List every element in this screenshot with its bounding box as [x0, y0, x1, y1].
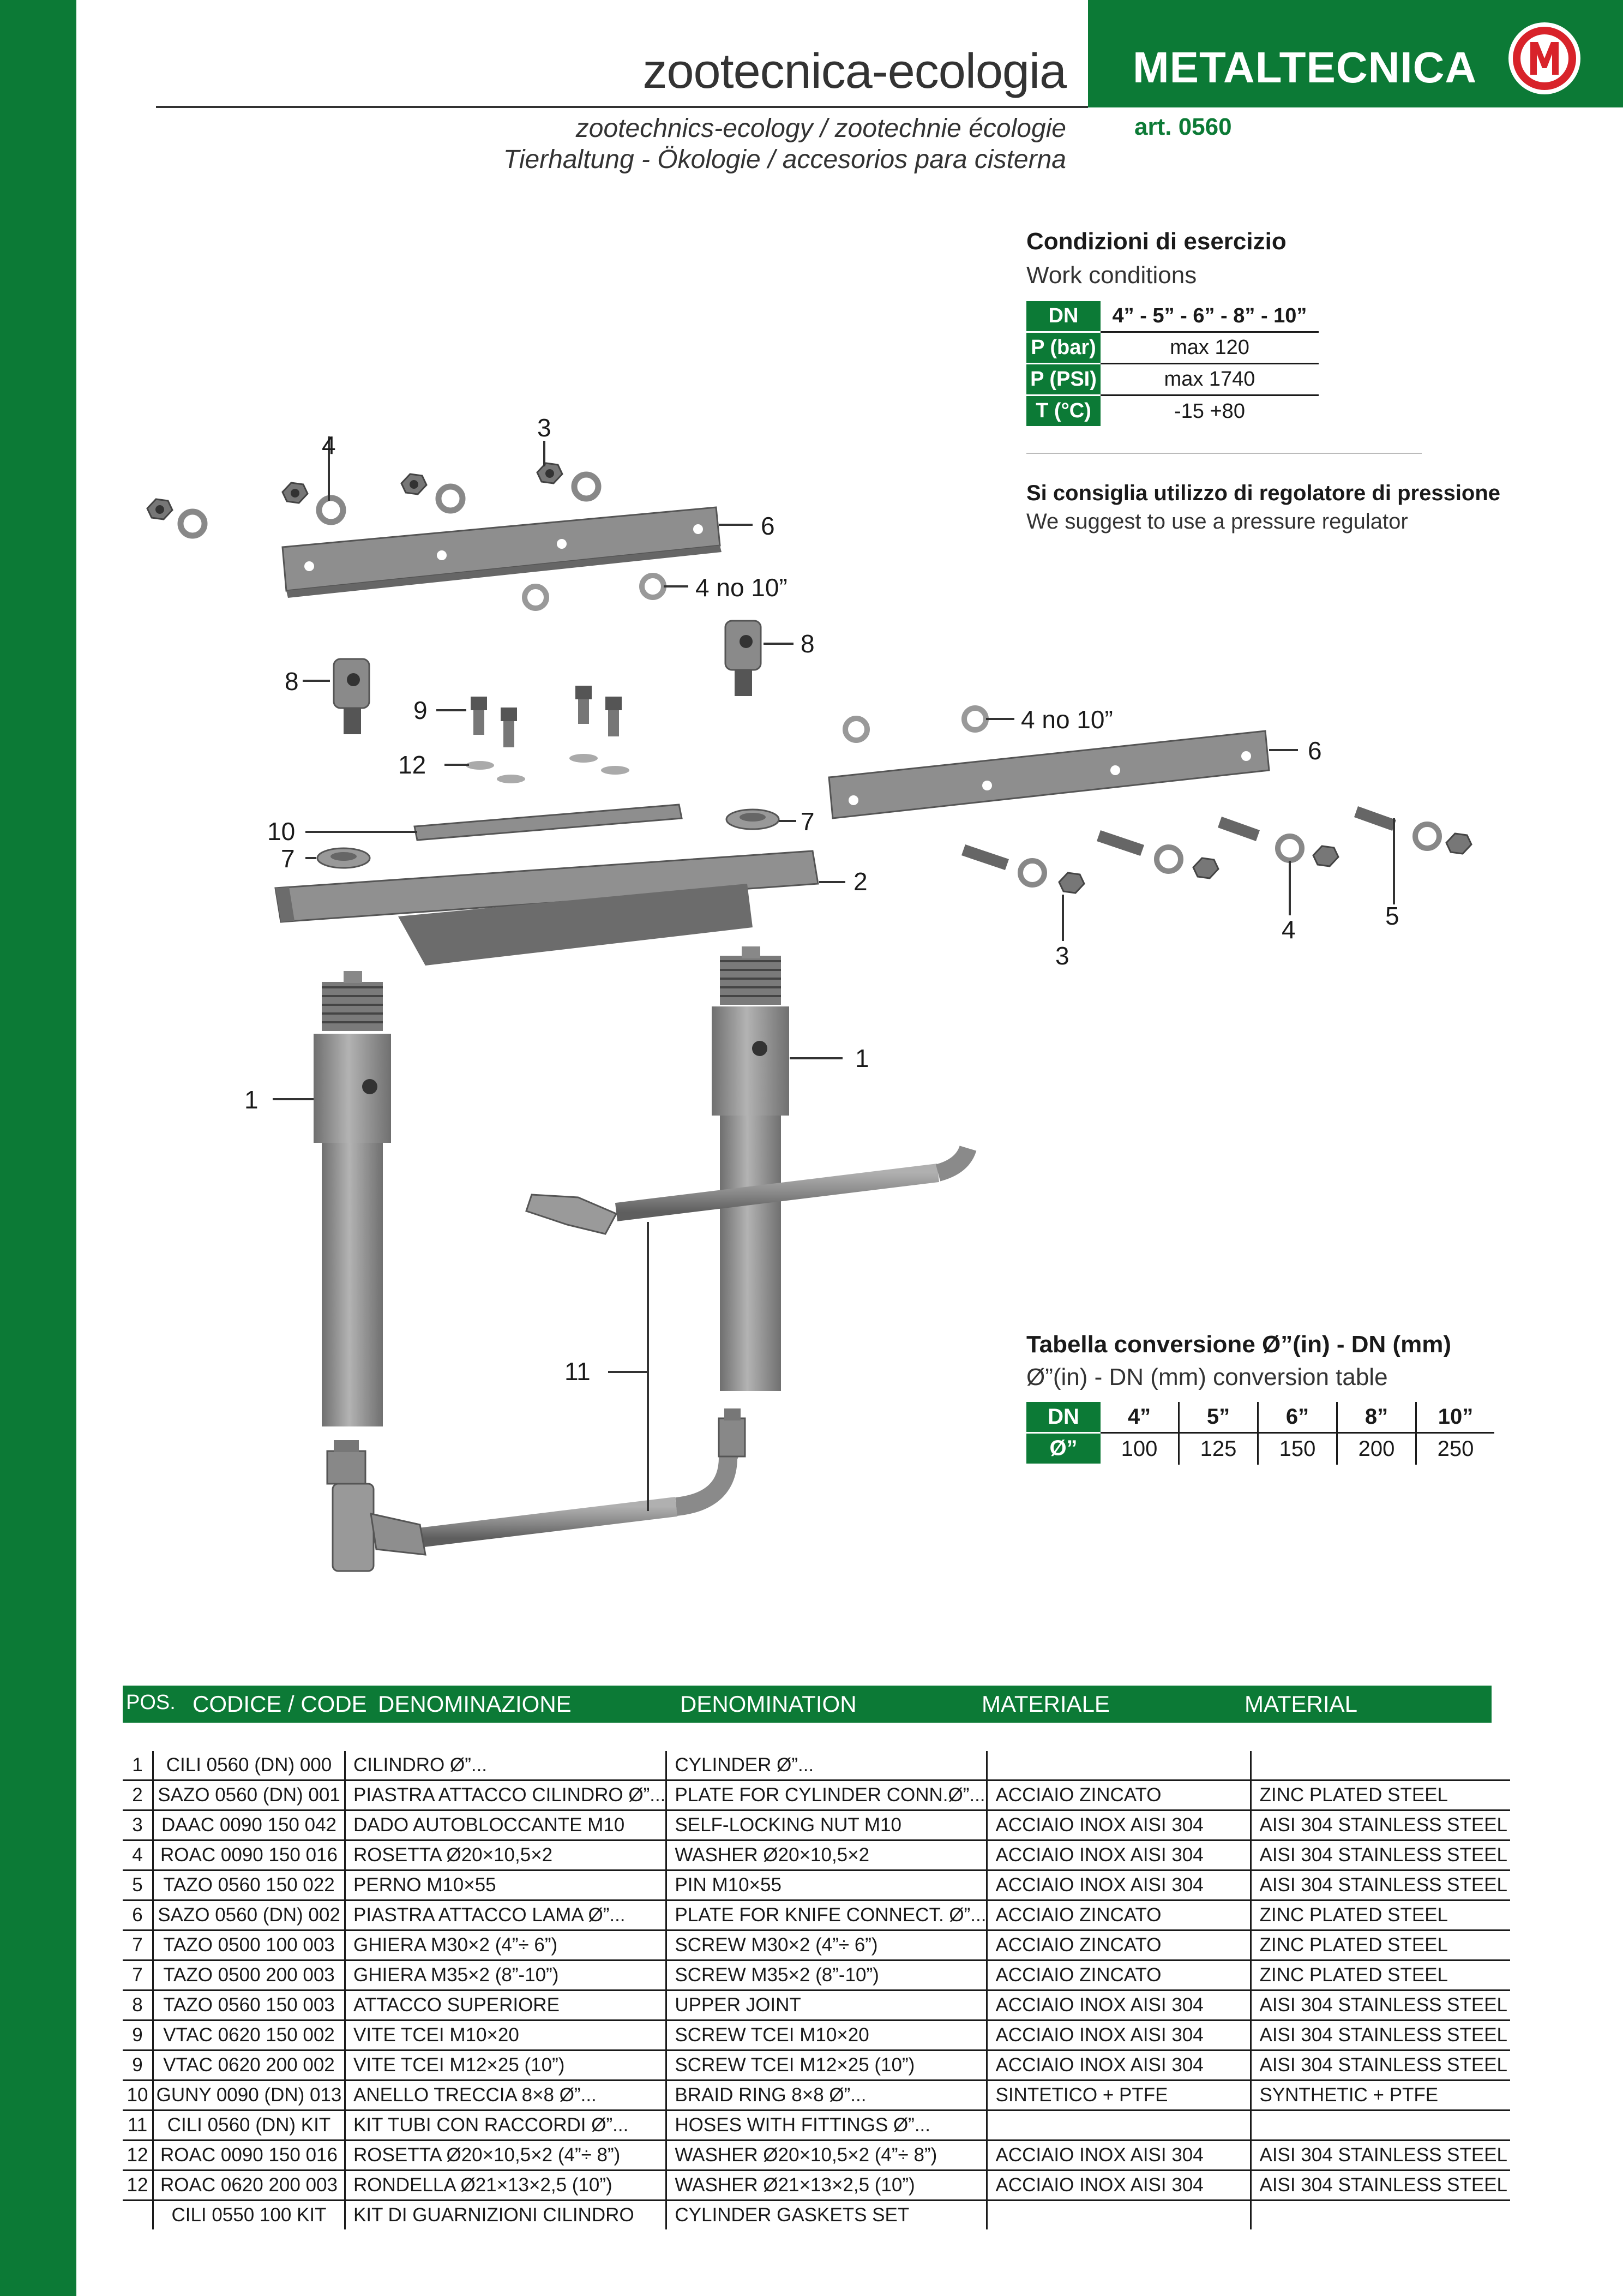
callout-label: 4 no 10”	[1021, 705, 1113, 734]
subtitle-line-2: Tierhaltung - Ökologie / accesorios para cisterna	[503, 145, 1066, 174]
materiale-cell	[987, 1751, 1251, 1781]
position-cell: 5	[123, 1871, 153, 1901]
position-cell: 12	[123, 2171, 153, 2201]
table-row	[123, 1901, 1510, 1931]
condition-key: P (PSI)	[1026, 364, 1101, 395]
cylinder-right	[712, 946, 789, 1391]
materiale-cell: ACCIAIO INOX AISI 304	[987, 1871, 1251, 1901]
callout-label: 9	[413, 696, 428, 724]
hose-kit	[327, 1148, 968, 1571]
cylinder-connection-plate	[275, 851, 818, 966]
callout-label: 8	[285, 667, 299, 696]
denominazione-cell: ANELLO TRECCIA 8×8 Ø”...	[345, 2081, 666, 2111]
denomination-cell: SCREW M30×2 (4”÷ 6”)	[666, 1931, 987, 1961]
material-cell: AISI 304 STAINLESS STEEL	[1251, 2171, 1511, 2201]
materiale-cell	[987, 2201, 1251, 2230]
materiale-cell: ACCIAIO ZINCATO	[987, 1781, 1251, 1811]
conversion-subtitle: Ø”(in) - DN (mm) conversion table	[1026, 1364, 1388, 1390]
denominazione-cell: PERNO M10×55	[345, 1871, 666, 1901]
conversion-cell: 125	[1179, 1433, 1258, 1465]
materiale-cell: ACCIAIO INOX AISI 304	[987, 2051, 1251, 2081]
table-row	[123, 1841, 1510, 1871]
table-row	[123, 1931, 1510, 1961]
table-row	[123, 2141, 1510, 2171]
callout-label: 6	[1308, 736, 1322, 765]
conversion-cell: 5”	[1179, 1402, 1258, 1433]
denomination-cell: PIN M10×55	[666, 1871, 987, 1901]
parts-table-header	[123, 1686, 1492, 1723]
exploded-view-diagram	[125, 398, 1489, 1598]
position-cell: 9	[123, 2021, 153, 2051]
condition-key: T (°C)	[1026, 395, 1101, 427]
conversion-cell: 150	[1258, 1433, 1337, 1465]
column-header: DENOMINAZIONE	[378, 1691, 572, 1717]
cylinder-left	[314, 971, 391, 1426]
pressure-regulator-note-it: Si consiglia utilizzo di regolatore di pressione	[1026, 481, 1501, 505]
conversion-cell: 4”	[1101, 1402, 1179, 1433]
table-row	[123, 2021, 1510, 2051]
metaltecnica-logo-icon	[1506, 20, 1583, 97]
code-cell: TAZO 0500 100 003	[153, 1931, 345, 1961]
denominazione-cell: ROSETTA Ø20×10,5×2	[345, 1841, 666, 1871]
denominazione-cell: KIT DI GUARNIZIONI CILINDRO	[345, 2201, 666, 2230]
conversion-cell: 200	[1337, 1433, 1416, 1465]
position-cell	[123, 2201, 153, 2230]
condition-value: max 120	[1101, 332, 1319, 364]
table-row	[123, 1991, 1510, 2021]
callout-label: 1	[244, 1086, 259, 1114]
denomination-cell: WASHER Ø20×10,5×2	[666, 1841, 987, 1871]
code-cell: GUNY 0090 (DN) 013	[153, 2081, 345, 2111]
denomination-cell: HOSES WITH FITTINGS Ø”...	[666, 2111, 987, 2141]
material-cell	[1251, 2201, 1511, 2230]
table-row	[123, 2111, 1510, 2141]
denominazione-cell: CILINDRO Ø”...	[345, 1751, 666, 1781]
callout-label: 4	[1282, 915, 1296, 944]
article-number: art. 0560	[1134, 113, 1232, 140]
material-cell: AISI 304 STAINLESS STEEL	[1251, 1811, 1511, 1841]
denominazione-cell: ATTACCO SUPERIORE	[345, 1991, 666, 2021]
code-cell: ROAC 0620 200 003	[153, 2171, 345, 2201]
denominazione-cell: VITE TCEI M12×25 (10”)	[345, 2051, 666, 2081]
condition-key: P (bar)	[1026, 332, 1101, 364]
denomination-cell: CYLINDER GASKETS SET	[666, 2201, 987, 2230]
conversion-row-label: DN	[1026, 1402, 1101, 1433]
table-row	[123, 2201, 1510, 2230]
denomination-cell: UPPER JOINT	[666, 1991, 987, 2021]
table-row	[123, 1811, 1510, 1841]
conversion-cell: 8”	[1337, 1402, 1416, 1433]
position-cell: 8	[123, 1991, 153, 2021]
callout-label: 4 no 10”	[695, 573, 788, 602]
parts-table	[123, 1751, 1510, 2229]
code-cell: SAZO 0560 (DN) 002	[153, 1901, 345, 1931]
conversion-cell: 10”	[1416, 1402, 1495, 1433]
denominazione-cell: GHIERA M35×2 (8”-10”)	[345, 1961, 666, 1991]
materiale-cell: SINTETICO + PTFE	[987, 2081, 1251, 2111]
callout-label: 8	[801, 630, 815, 658]
position-cell: 12	[123, 2141, 153, 2171]
denomination-cell: WASHER Ø21×13×2,5 (10”)	[666, 2171, 987, 2201]
materiale-cell: ACCIAIO INOX AISI 304	[987, 1811, 1251, 1841]
materiale-cell: ACCIAIO INOX AISI 304	[987, 2141, 1251, 2171]
callout-label: 1	[855, 1044, 869, 1072]
denominazione-cell: PIASTRA ATTACCO CILINDRO Ø”...	[345, 1781, 666, 1811]
position-cell: 6	[123, 1901, 153, 1931]
brand-name: METALTECNICA	[1133, 43, 1477, 92]
table-row	[123, 1961, 1510, 1991]
callout-label: 5	[1385, 902, 1399, 930]
position-cell: 11	[123, 2111, 153, 2141]
denomination-cell: SCREW TCEI M12×25 (10”)	[666, 2051, 987, 2081]
subtitle-line-1: zootechnics-ecology / zootechnie écologie	[575, 114, 1066, 143]
material-cell: ZINC PLATED STEEL	[1251, 1961, 1511, 1991]
code-cell: CILI 0560 (DN) 000	[153, 1751, 345, 1781]
denomination-cell: WASHER Ø20×10,5×2 (4”÷ 8”)	[666, 2141, 987, 2171]
table-row	[123, 1781, 1510, 1811]
materiale-cell: ACCIAIO ZINCATO	[987, 1901, 1251, 1931]
material-cell	[1251, 1751, 1511, 1781]
conversion-cell: 100	[1101, 1433, 1179, 1465]
column-header: DENOMINATION	[680, 1691, 857, 1717]
column-header: MATERIALE	[982, 1691, 1110, 1717]
denominazione-cell: ROSETTA Ø20×10,5×2 (4”÷ 8”)	[345, 2141, 666, 2171]
material-cell: ZINC PLATED STEEL	[1251, 1901, 1511, 1931]
conversion-title: Tabella conversione Ø”(in) - DN (mm)	[1026, 1331, 1452, 1358]
denominazione-cell: PIASTRA ATTACCO LAMA Ø”...	[345, 1901, 666, 1931]
pressure-regulator-note-en: We suggest to use a pressure regulator	[1026, 509, 1408, 533]
code-cell: VTAC 0620 150 002	[153, 2021, 345, 2051]
table-row	[123, 2171, 1510, 2201]
work-conditions-subtitle: Work conditions	[1026, 262, 1197, 289]
position-cell: 9	[123, 2051, 153, 2081]
left-green-bar	[0, 0, 76, 2296]
callout-label: 6	[761, 512, 775, 540]
conversion-cell: 250	[1437, 1436, 1474, 1461]
denominazione-cell: KIT TUBI CON RACCORDI Ø”...	[345, 2111, 666, 2141]
denomination-cell: SCREW M35×2 (8”-10”)	[666, 1961, 987, 1991]
materiale-cell: ACCIAIO INOX AISI 304	[987, 2171, 1251, 2201]
denomination-cell: BRAID RING 8×8 Ø”...	[666, 2081, 987, 2111]
denominazione-cell: GHIERA M30×2 (4”÷ 6”)	[345, 1931, 666, 1961]
material-cell: AISI 304 STAINLESS STEEL	[1251, 2051, 1511, 2081]
table-row	[123, 1871, 1510, 1901]
work-conditions-title: Condizioni di esercizio	[1026, 228, 1287, 255]
screws-and-washers	[466, 686, 629, 783]
denominazione-cell: RONDELLA Ø21×13×2,5 (10”)	[345, 2171, 666, 2201]
code-cell: CILI 0550 100 KIT	[153, 2201, 345, 2230]
material-cell: AISI 304 STAINLESS STEEL	[1251, 2021, 1511, 2051]
table-row	[123, 2081, 1510, 2111]
material-cell: AISI 304 STAINLESS STEEL	[1251, 1871, 1511, 1901]
denomination-cell: SCREW TCEI M10×20	[666, 2021, 987, 2051]
conversion-cell: 6”	[1258, 1402, 1337, 1433]
title-rule	[156, 106, 1088, 108]
callout-label: 3	[537, 413, 551, 442]
materiale-cell: ACCIAIO INOX AISI 304	[987, 2021, 1251, 2051]
work-conditions-row	[1026, 301, 1319, 332]
callout-label: 7	[801, 807, 815, 836]
column-header: CODICE / CODE	[193, 1691, 367, 1717]
callout-label: 3	[1055, 942, 1069, 970]
code-cell: ROAC 0090 150 016	[153, 2141, 345, 2171]
material-cell: AISI 304 STAINLESS STEEL	[1251, 1841, 1511, 1871]
position-cell: 10	[123, 2081, 153, 2111]
column-header: POS.	[126, 1691, 176, 1714]
denomination-cell: PLATE FOR CYLINDER CONN.Ø”...	[666, 1781, 987, 1811]
code-cell: TAZO 0560 150 003	[153, 1991, 345, 2021]
code-cell: ROAC 0090 150 016	[153, 1841, 345, 1871]
table-row	[123, 1751, 1510, 1781]
position-cell: 1	[123, 1751, 153, 1781]
condition-key: DN	[1026, 301, 1101, 332]
denomination-cell: PLATE FOR KNIFE CONNECT. Ø”...	[666, 1901, 987, 1931]
material-cell	[1251, 2111, 1511, 2141]
code-cell: VTAC 0620 200 002	[153, 2051, 345, 2081]
callout-label: 7	[281, 844, 295, 873]
materiale-cell: ACCIAIO INOX AISI 304	[987, 1991, 1251, 2021]
denominazione-cell: VITE TCEI M10×20	[345, 2021, 666, 2051]
denomination-cell: CYLINDER Ø”...	[666, 1751, 987, 1781]
callout-label: 2	[853, 867, 868, 896]
knife-connection-plate-left	[282, 507, 722, 598]
column-header: MATERIAL	[1245, 1691, 1357, 1717]
conversion-row-label: Ø”	[1026, 1433, 1101, 1465]
condition-value: max 1740	[1101, 364, 1319, 395]
callout-label: 11	[564, 1357, 591, 1386]
upper-joint-parts	[334, 621, 761, 734]
code-cell: SAZO 0560 (DN) 001	[153, 1781, 345, 1811]
code-cell: DAAC 0090 150 042	[153, 1811, 345, 1841]
condition-value: 4” - 5” - 6” - 8” - 10”	[1101, 301, 1319, 332]
position-cell: 2	[123, 1781, 153, 1811]
material-cell: SYNTHETIC + PTFE	[1251, 2081, 1511, 2111]
callout-label: 10	[267, 817, 296, 846]
position-cell: 7	[123, 1931, 153, 1961]
callout-label: 4	[322, 431, 336, 459]
table-row	[123, 2051, 1510, 2081]
code-cell: CILI 0560 (DN) KIT	[153, 2111, 345, 2141]
denominazione-cell: DADO AUTOBLOCCANTE M10	[345, 1811, 666, 1841]
material-cell: ZINC PLATED STEEL	[1251, 1931, 1511, 1961]
material-cell: AISI 304 STAINLESS STEEL	[1251, 2141, 1511, 2171]
materiale-cell: ACCIAIO ZINCATO	[987, 1961, 1251, 1991]
position-cell: 4	[123, 1841, 153, 1871]
work-conditions-row	[1026, 332, 1319, 364]
page-title: zootecnica-ecologia	[642, 44, 1066, 99]
material-cell: AISI 304 STAINLESS STEEL	[1251, 1991, 1511, 2021]
brand-header	[1088, 0, 1623, 107]
code-cell: TAZO 0560 150 022	[153, 1871, 345, 1901]
code-cell: TAZO 0500 200 003	[153, 1961, 345, 1991]
work-conditions-row	[1026, 364, 1319, 395]
material-cell: ZINC PLATED STEEL	[1251, 1781, 1511, 1811]
materiale-cell	[987, 2111, 1251, 2141]
denomination-cell: SELF-LOCKING NUT M10	[666, 1811, 987, 1841]
position-cell: 7	[123, 1961, 153, 1991]
position-cell: 3	[123, 1811, 153, 1841]
callout-label: 12	[398, 751, 426, 779]
materiale-cell: ACCIAIO ZINCATO	[987, 1931, 1251, 1961]
condition-value: -15 +80	[1174, 399, 1245, 423]
materiale-cell: ACCIAIO INOX AISI 304	[987, 1841, 1251, 1871]
